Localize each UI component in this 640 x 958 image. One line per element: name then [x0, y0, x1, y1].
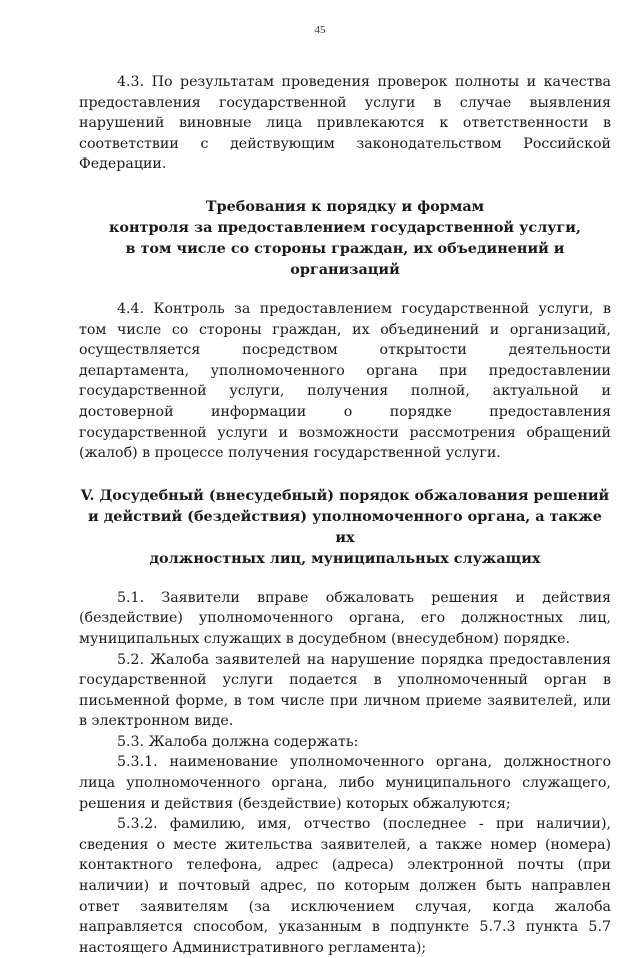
paragraph-4-3: 4.3. По результатам проведения проверок полноты и качества предоставления государственной услуги в случае выявления нарушений виновные лица привлекаются к ответственности в соответствии с действующим законодательством Российской Федерации. — [79, 74, 611, 173]
heading-section-5 — [79, 485, 611, 569]
heading-section-5-line-1: V. Досудебный (внесудебный) порядок обжалования решений — [80, 486, 610, 504]
paragraph-4-4: 4.4. Контроль за предоставлением государственной услуги, в том числе со стороны граждан, их объединений и организаций, осуществляется посредством открытости деятельности департамента, уполномоченного органа при предоставлении государственной услуги, получения полной, актуальной и достоверной информации о порядке предоставления государственной услуги и возможности рассмотрения обращений (жалоб) в процессе получения государственной услуги. — [79, 300, 611, 462]
paragraph-5-2: 5.2. Жалоба заявителей на нарушение порядка предоставления государственной услуги подается в уполномоченный орган в письменной форме, в том числе при личном приеме заявителей, или в электронном виде. — [79, 651, 611, 730]
heading-section-5-line-3: должностных лиц, муниципальных служащих — [149, 549, 541, 567]
heading-control-line-1: Требования к порядку и формам — [205, 197, 485, 215]
paragraph-5-3-2: 5.3.2. фамилию, имя, отчество (последнее - при наличии), сведения о месте жительства заявителей, а также номер (номера) контактного телефона, адрес (адреса) электронной почты (при наличии) и почтовый адрес, по которым должен быть направлен ответ заявителям (за исключением случая, когда жалоба направляется способом, указанным в подпункте 5.7.3 пункта 5.7 настоящего Административного регламента); — [79, 816, 611, 956]
paragraph-5-3: 5.3. Жалоба должна содержать: — [117, 733, 359, 750]
page-content — [79, 72, 611, 958]
heading-control-line-2: контроля за предоставлением государственной услуги, — [109, 218, 581, 236]
paragraph-5-1: 5.1. Заявители вправе обжаловать решения и действия (бездействие) уполномоченного органа, его должностных лиц, муниципальных служащих в досудебном (внесудебном) порядке. — [79, 589, 611, 647]
heading-section-5-line-2: и действий (бездействия) уполномоченного органа, а также их — [88, 507, 602, 546]
page-number: 45 — [314, 24, 326, 36]
heading-control-line-3: в том числе со стороны граждан, их объединений и организаций — [125, 239, 565, 278]
heading-control-requirements — [79, 196, 611, 280]
paragraph-5-3-1: 5.3.1. наименование уполномоченного органа, должностного лица уполномоченного органа, либо муниципального служащего, решения и действия (бездействие) которых обжалуются; — [79, 754, 611, 812]
